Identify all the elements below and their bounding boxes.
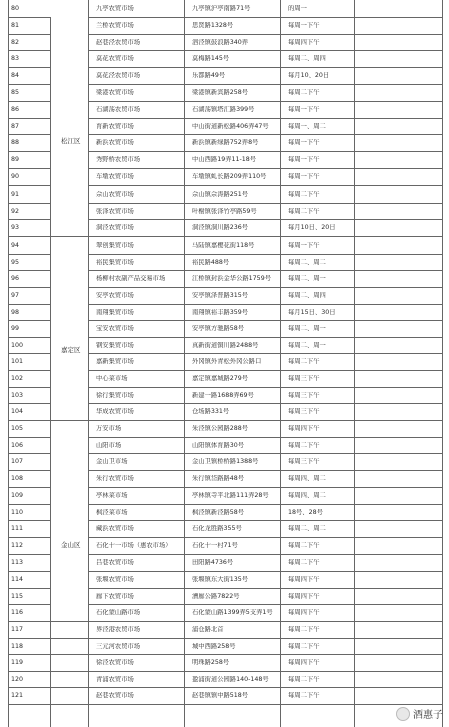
grid-hline <box>8 654 442 655</box>
grid-hline <box>88 50 442 51</box>
grid-hline <box>88 520 442 521</box>
grid-hline <box>88 604 442 605</box>
row-no: 101 <box>11 358 24 365</box>
grid-hline <box>8 84 50 85</box>
row-name: 九亭农贸市场 <box>96 5 134 12</box>
row-time: 每月10日、20日 <box>288 224 336 231</box>
grid-hline <box>8 151 50 152</box>
row-addr: 枫泾镇新泾路58号 <box>192 508 245 516</box>
row-no: 106 <box>11 441 24 449</box>
grid-hline <box>8 203 50 204</box>
row-no: 80 <box>11 5 20 12</box>
row-addr: 佘山镇佘涛路251号 <box>192 190 249 198</box>
grid-hline <box>88 504 442 505</box>
row-time: 每周二下午 <box>288 358 320 365</box>
grid-hline <box>88 304 442 305</box>
row-name: 张堰农贸市场 <box>96 576 134 583</box>
row-no: 102 <box>11 375 24 382</box>
row-name: 张泽农贸市场 <box>96 207 134 215</box>
grid-hline <box>8 134 50 135</box>
grid-hline <box>8 687 442 688</box>
grid-hline <box>8 487 50 488</box>
row-time: 每周四下午 <box>288 592 320 600</box>
district-label: 松江区 <box>61 137 81 145</box>
row-name: 钢安集贸市场 <box>96 341 134 349</box>
row-name: 南翔集贸市场 <box>96 308 134 316</box>
row-addr: 泗泾镇鼓浪路340弄 <box>192 38 249 46</box>
row-time: 每周二下午 <box>288 89 320 96</box>
row-time: 每周一下午 <box>288 106 320 113</box>
row-time: 每周三下午 <box>288 391 320 399</box>
row-name: 梁港农贸市场 <box>96 89 134 96</box>
grid-hline <box>8 17 50 18</box>
row-time: 每周四下午 <box>288 609 320 616</box>
grid-vline <box>88 0 89 727</box>
row-no: 92 <box>11 207 20 215</box>
row-no: 110 <box>11 508 24 516</box>
grid-hline <box>8 554 50 555</box>
row-addr: 石化十一村71号 <box>192 542 238 549</box>
row-addr: 江桥镇封浜金华公路1759号 <box>192 275 271 282</box>
row-no: 81 <box>11 22 20 29</box>
row-time: 每周二下午 <box>288 190 320 198</box>
grid-hline <box>88 387 442 388</box>
grid-hline <box>8 118 50 119</box>
row-no: 96 <box>11 275 20 282</box>
row-name: 枫泾菜市场 <box>96 508 128 516</box>
row-addr: 石化龙胜路355号 <box>192 525 242 532</box>
row-addr: 莫梅路145号 <box>192 55 230 62</box>
row-addr: 赵巷镇镇中路518号 <box>192 692 249 699</box>
row-time: 每周二、周四 <box>288 292 326 299</box>
grid-hline <box>88 219 442 220</box>
row-time: 每周二、周二 <box>288 525 326 532</box>
row-no: 83 <box>11 55 20 62</box>
grid-hline <box>8 101 50 102</box>
row-name: 金山卫市场 <box>96 458 128 465</box>
grid-hline <box>8 287 50 288</box>
row-time: 每周二、周二 <box>288 258 326 266</box>
row-no: 109 <box>11 492 24 499</box>
row-name: 三元河农贸市场 <box>96 642 141 650</box>
row-time: 每周二、周四 <box>288 55 326 62</box>
row-time: 每周四下午 <box>288 38 320 46</box>
row-no: 88 <box>11 139 20 146</box>
row-no: 84 <box>11 72 20 79</box>
row-addr: 梁港镇新宾路258号 <box>192 89 249 96</box>
grid-hline <box>88 537 442 538</box>
row-time: 每周二下午 <box>288 692 320 699</box>
district-label: 金山区 <box>61 541 81 549</box>
row-name: 莫花泾农贸市场 <box>96 72 141 79</box>
row-name: 石湖荡农贸市场 <box>96 106 141 113</box>
grid-hline <box>8 50 50 51</box>
row-no: 104 <box>11 408 24 415</box>
row-no: 91 <box>11 190 20 198</box>
row-no: 118 <box>11 642 24 650</box>
row-addr: 安亭镇泽普路315号 <box>192 292 249 299</box>
grid-hline <box>8 219 50 220</box>
grid-hline <box>88 151 442 152</box>
row-time: 每周一下午 <box>288 173 320 180</box>
row-name: 育新农贸市场 <box>96 122 134 130</box>
row-addr: 新浜镇新绿路752弄8号 <box>192 139 259 146</box>
row-addr: 山阳镇体育路30号 <box>192 441 245 449</box>
row-addr: 石化蒙山路1399弄5支弄1号 <box>192 609 273 616</box>
row-name: 朱行农贸市场 <box>96 475 134 482</box>
row-no: 90 <box>11 173 20 180</box>
grid-hline <box>8 571 50 572</box>
grid-hline <box>8 504 50 505</box>
grid-hline <box>88 588 442 589</box>
watermark-text: 酒惠子 <box>413 710 443 721</box>
grid-hline <box>8 537 50 538</box>
row-time: 每周四下午 <box>288 576 320 583</box>
row-addr: 明珠路258号 <box>192 659 230 666</box>
row-addr: 裕民路488号 <box>192 258 230 266</box>
row-no: 97 <box>11 292 20 299</box>
row-time: 每周二下午 <box>288 675 320 683</box>
row-time: 每周二下午 <box>288 642 320 650</box>
row-no: 114 <box>11 576 24 583</box>
row-time: 每月15日、30日 <box>288 308 336 316</box>
grid-hline <box>8 470 50 471</box>
row-time: 每周四、周二 <box>288 492 326 499</box>
row-no: 112 <box>11 542 24 549</box>
grid-hline <box>88 254 442 255</box>
row-time: 每周一下午 <box>288 22 320 29</box>
grid-hline <box>8 638 442 639</box>
row-name: 吕巷农贸市场 <box>96 559 134 566</box>
row-name: 洞泾农贸市场 <box>96 224 134 231</box>
grid-hline <box>88 118 442 119</box>
row-addr: 新建一路1688弄69号 <box>192 391 254 399</box>
row-time: 每周二下午 <box>288 559 320 566</box>
grid-hline <box>88 17 442 18</box>
row-time: 每周四下午 <box>288 659 320 666</box>
row-no: 116 <box>11 609 24 616</box>
grid-hline <box>88 101 442 102</box>
row-no: 98 <box>11 308 20 316</box>
grid-hline <box>88 287 442 288</box>
row-addr: 乐都路49号 <box>192 72 226 79</box>
row-time: 每周二下午 <box>288 626 320 633</box>
grid-hline <box>88 203 442 204</box>
row-no: 85 <box>11 89 20 96</box>
grid-hline <box>88 487 442 488</box>
grid-hline <box>88 337 442 338</box>
row-addr: 中山西路19弄11-18号 <box>192 156 257 163</box>
row-no: 94 <box>11 241 20 249</box>
row-no: 93 <box>11 224 20 231</box>
grid-hline <box>88 353 442 354</box>
row-addr: 马陆镇嘉樱花街118号 <box>192 241 255 249</box>
row-name: 藏浜农贸市场 <box>96 525 134 532</box>
row-addr: 仓场路331号 <box>192 408 230 415</box>
row-time: 每周四、周二 <box>288 475 326 482</box>
grid-hline <box>88 270 442 271</box>
row-name: 石化十一市场（惠农市场） <box>96 542 172 549</box>
row-name: 石化蒙山路市场 <box>96 609 141 616</box>
row-addr: 嘉定镇嘉城路279号 <box>192 375 249 382</box>
row-addr: 南翔镇裕丰路359号 <box>192 308 249 316</box>
row-no: 117 <box>11 626 24 633</box>
row-no: 99 <box>11 325 20 332</box>
wechat-icon <box>396 707 410 721</box>
row-addr: 亭林镇寺平北路111弄28号 <box>192 492 269 499</box>
row-name: 佘山农贸市场 <box>96 190 134 198</box>
row-addr: 盈浦街道公园路140-148号 <box>192 675 269 683</box>
row-no: 87 <box>11 122 20 130</box>
grid-hline <box>8 34 50 35</box>
grid-hline <box>88 370 442 371</box>
row-no: 121 <box>11 692 24 699</box>
grid-hline <box>8 520 50 521</box>
row-time: 每周二下午 <box>288 207 320 215</box>
row-name: 新浜农贸市场 <box>96 139 134 146</box>
grid-hline <box>88 134 442 135</box>
row-no: 113 <box>11 559 24 566</box>
grid-vline <box>442 0 443 727</box>
row-addr: 安亭镇方驰路58号 <box>192 325 245 332</box>
grid-hline <box>8 403 50 404</box>
grid-hline <box>8 67 50 68</box>
row-name: 山阳市场 <box>96 441 122 449</box>
row-time: 每周一下午 <box>288 139 320 146</box>
row-no: 108 <box>11 475 24 482</box>
row-addr: 金山卫镇桥桥路1388号 <box>192 458 259 465</box>
grid-vline <box>8 0 9 727</box>
row-name: 莫花农贸市场 <box>96 55 134 62</box>
row-time: 的周一 <box>288 5 307 12</box>
row-addr: 真新街道铜川路2488号 <box>192 341 259 349</box>
row-time: 每周四下午 <box>288 425 320 432</box>
row-no: 119 <box>11 659 24 666</box>
grid-hline <box>8 437 50 438</box>
row-time: 每月10、20日 <box>288 72 330 79</box>
row-time: 每周二、周一 <box>288 275 326 282</box>
grid-hline <box>88 437 442 438</box>
row-name: 青浦农贸市场 <box>96 675 134 683</box>
row-name: 中心菜市场 <box>96 375 128 382</box>
district-label: 嘉定区 <box>61 346 81 354</box>
row-no: 120 <box>11 675 24 683</box>
row-addr: 朱行镇岱路路48号 <box>192 475 245 482</box>
row-no: 86 <box>11 106 20 113</box>
row-time: 每周一下午 <box>288 156 320 163</box>
row-no: 105 <box>11 425 24 432</box>
row-addr: 洞泾镇洞川路236号 <box>192 224 249 231</box>
row-time: 每周三下午 <box>288 375 320 382</box>
row-name: 兰桥农贸市场 <box>96 22 134 29</box>
row-addr: 石湖荡镇塔汇路399号 <box>192 106 255 113</box>
grid-hline <box>8 337 50 338</box>
grid-hline <box>8 387 50 388</box>
row-addr: 思贤路1328号 <box>192 22 234 29</box>
row-name: 翠创集贸市场 <box>96 241 134 249</box>
row-time: 每周二、周一 <box>288 341 326 349</box>
grid-hline <box>88 403 442 404</box>
row-no: 82 <box>11 38 20 46</box>
row-no: 115 <box>11 592 24 600</box>
grid-hline <box>8 270 50 271</box>
grid-hline <box>8 604 50 605</box>
watermark <box>396 706 443 721</box>
row-time: 每周三下午 <box>288 458 320 465</box>
row-addr: 外冈镇外青松外冈公路口 <box>192 358 262 365</box>
grid-hline <box>88 185 442 186</box>
row-name: 赵巷泾农贸市场 <box>96 38 141 46</box>
row-name: 车墩农贸市场 <box>96 173 134 180</box>
grid-hline <box>8 621 442 622</box>
grid-hline <box>88 168 442 169</box>
grid-hline <box>8 254 50 255</box>
row-name: 安亭农贸市场 <box>96 292 134 299</box>
row-no: 111 <box>11 525 24 532</box>
row-name: 万安市场 <box>96 425 122 432</box>
row-name: 杨柳村农副产品交易市场 <box>96 275 166 282</box>
row-time: 每周三下午 <box>288 408 320 415</box>
row-time: 每周一、周二 <box>288 122 326 130</box>
row-addr: 漕廊公路7822号 <box>192 592 240 600</box>
grid-hline <box>8 588 50 589</box>
grid-hline <box>88 554 442 555</box>
row-name: 界泾港农贸市场 <box>96 626 141 633</box>
grid-hline <box>88 453 442 454</box>
grid-hline <box>8 168 50 169</box>
row-addr: 中山街道新松路406弄47号 <box>192 122 269 130</box>
grid-hline <box>88 67 442 68</box>
grid-hline <box>88 84 442 85</box>
row-addr: 张堰镇东大街135号 <box>192 576 249 583</box>
grid-hline <box>8 671 442 672</box>
row-time: 每周二下午 <box>288 542 320 549</box>
row-addr: 车墩镇虬长路209弄110号 <box>192 173 267 180</box>
row-no: 100 <box>11 341 24 349</box>
grid-hline <box>8 704 442 705</box>
grid-hline <box>8 320 50 321</box>
row-time: 每周二、周一 <box>288 325 326 332</box>
grid-hline <box>8 353 50 354</box>
market-table <box>8 0 442 727</box>
row-name: 徐行集贸市场 <box>96 391 134 399</box>
row-addr: 朱泾镇公园路288号 <box>192 425 249 432</box>
grid-hline <box>8 370 50 371</box>
row-time: 18号、28号 <box>288 508 323 516</box>
grid-vline <box>354 0 355 727</box>
row-name: 徐泾农贸市场 <box>96 659 134 666</box>
grid-hline <box>8 236 442 237</box>
row-time: 每周一下午 <box>288 241 320 249</box>
grid-hline <box>8 453 50 454</box>
row-name: 秀野桥农贸市场 <box>96 156 141 163</box>
row-no: 103 <box>11 391 24 399</box>
grid-hline <box>88 320 442 321</box>
row-no: 107 <box>11 458 24 465</box>
grid-hline <box>8 185 50 186</box>
row-name: 赵巷农贸市场 <box>96 692 134 699</box>
row-addr: 叶榭镇张泽竹亭路59号 <box>192 207 257 215</box>
row-addr: 城中西路258号 <box>192 642 236 650</box>
grid-hline <box>88 470 442 471</box>
row-name: 宝安农贸市场 <box>96 325 134 332</box>
row-name: 嘉新集贸市场 <box>96 358 134 365</box>
grid-hline <box>88 34 442 35</box>
row-addr: 九亭镇沪亭南路71号 <box>192 5 251 12</box>
row-name: 华成农贸市场 <box>96 408 134 415</box>
row-name: 亭林菜市场 <box>96 492 128 499</box>
row-addr: 浦仓路北首 <box>192 626 224 633</box>
grid-hline <box>88 571 442 572</box>
row-no: 95 <box>11 258 20 266</box>
grid-hline <box>8 420 442 421</box>
row-addr: 田阳路4736号 <box>192 559 234 566</box>
row-name: 廊下农贸市场 <box>96 592 134 600</box>
row-name: 裕民集贸市场 <box>96 258 134 266</box>
grid-hline <box>8 304 50 305</box>
row-no: 89 <box>11 156 20 163</box>
row-time: 每周二下午 <box>288 441 320 449</box>
